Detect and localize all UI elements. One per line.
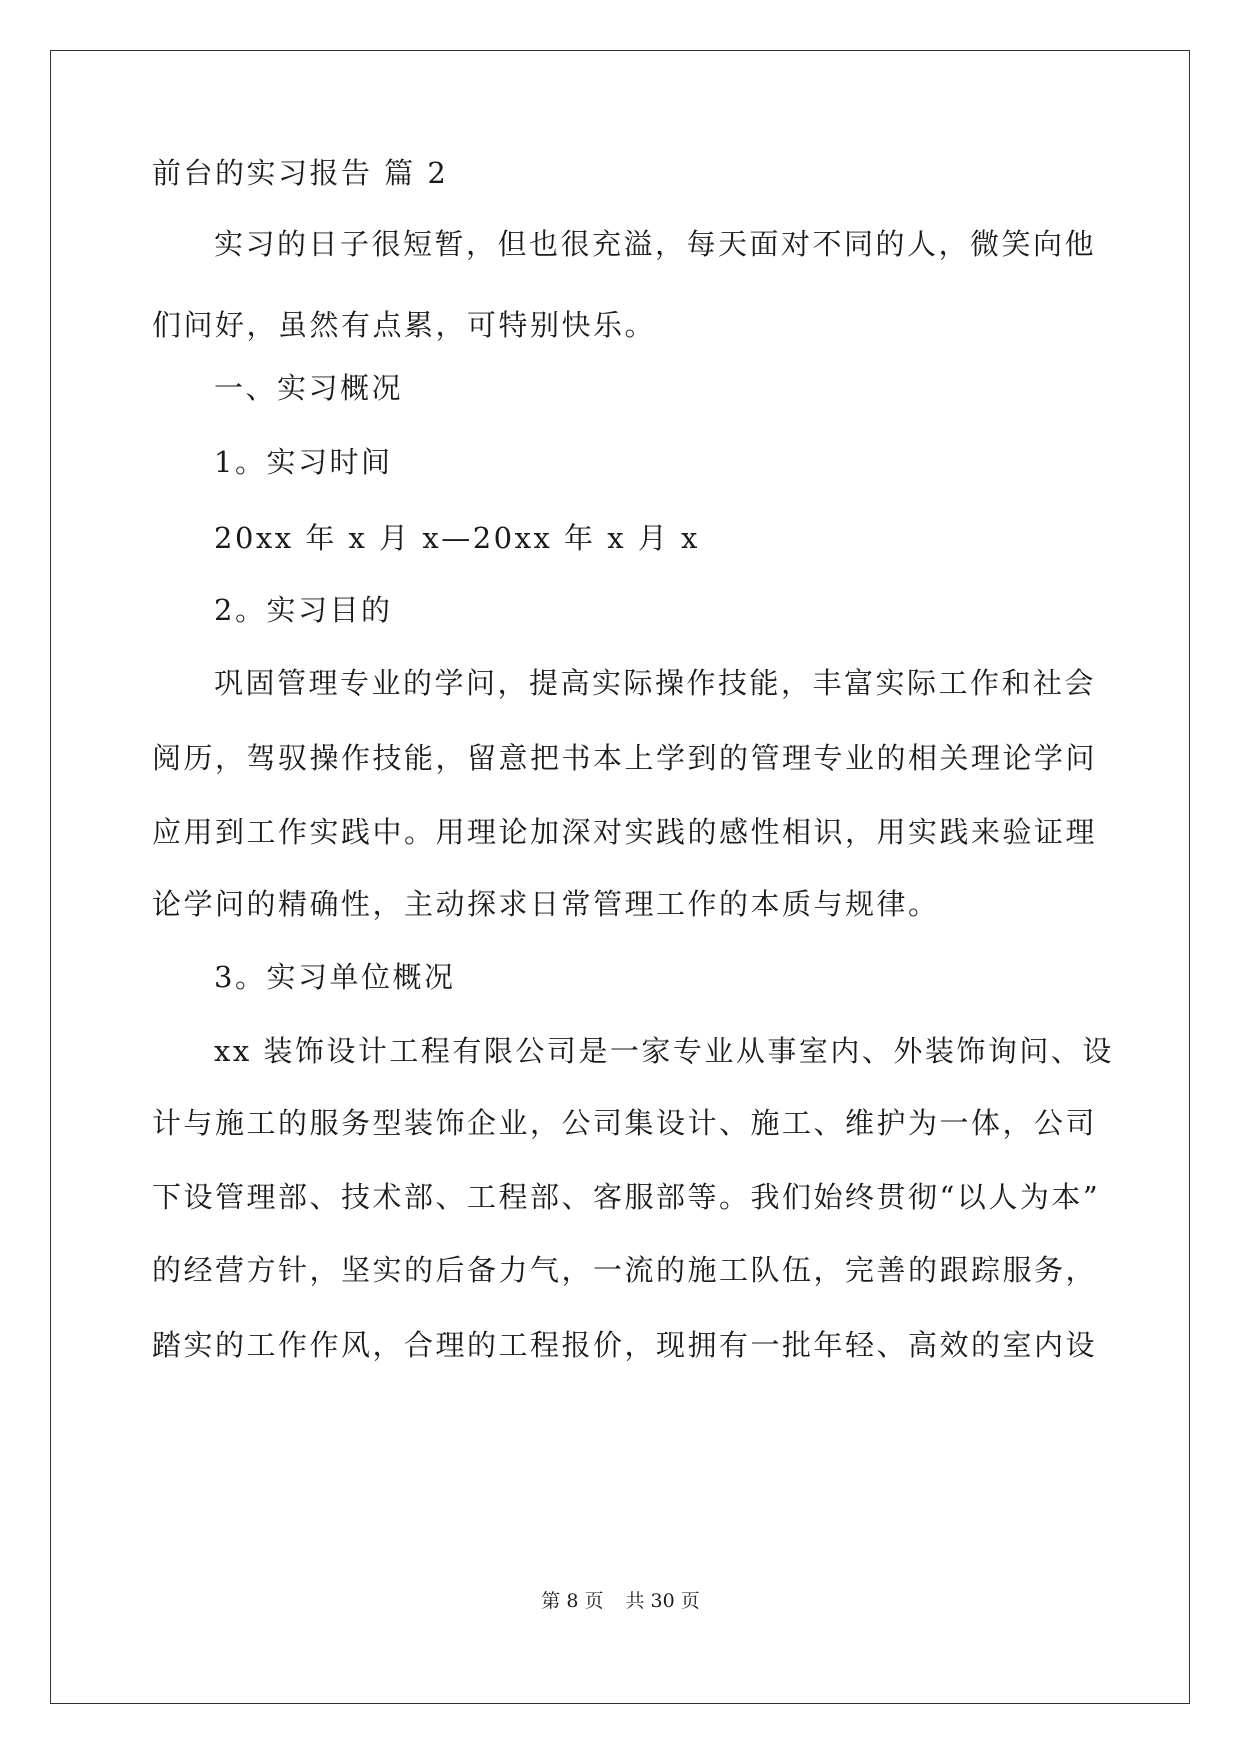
paragraph-line: 巩固管理专业的学问，提高实际操作技能，丰富实际工作和社会 [214,666,1097,700]
page-total: 共 30 页 [625,1590,700,1612]
subsection-heading: 3。实习单位概况 [214,960,456,994]
section-heading: 一、实习概况 [214,371,404,405]
page-footer [0,1589,1241,1613]
subsection-heading: 1。实习时间 [214,445,393,479]
paragraph-line: xx 装饰设计工程有限公司是一家专业从事室内、外装饰询问、设 [214,1034,1114,1068]
page-border [50,50,1190,1704]
subsection-heading: 2。实习目的 [214,593,393,627]
document-title: 前台的实习报告 篇 2 [152,156,449,190]
paragraph-line: 踏实的工作作风，合理的工程报价，现拥有一批年轻、高效的室内设 [152,1328,1098,1362]
paragraph-line: 实习的日子很短暂，但也很充溢，每天面对不同的人，微笑向他 [214,227,1097,261]
paragraph-line: 20xx 年 x 月 x—20xx 年 x 月 x [214,521,700,555]
paragraph-line: 下设管理部、技术部、工程部、客服部等。我们始终贯彻“以人为本” [152,1180,1101,1214]
paragraph-line: 的经营方针，坚实的后备力气，一流的施工队伍，完善的跟踪服务， [152,1253,1098,1287]
paragraph-line: 计与施工的服务型装饰企业，公司集设计、施工、维护为一体，公司 [152,1106,1098,1140]
paragraph-line: 阅历，驾驭操作技能，留意把书本上学到的管理专业的相关理论学问 [152,741,1098,775]
paragraph-line: 们问好，虽然有点累，可特别快乐。 [152,308,657,342]
page-number: 第 8 页 [541,1590,604,1612]
paragraph-line: 应用到工作实践中。用理论加深对实践的感性相识，用实践来验证理 [152,815,1098,849]
paragraph-line: 论学问的精确性，主动探求日常管理工作的本质与规律。 [152,887,940,921]
